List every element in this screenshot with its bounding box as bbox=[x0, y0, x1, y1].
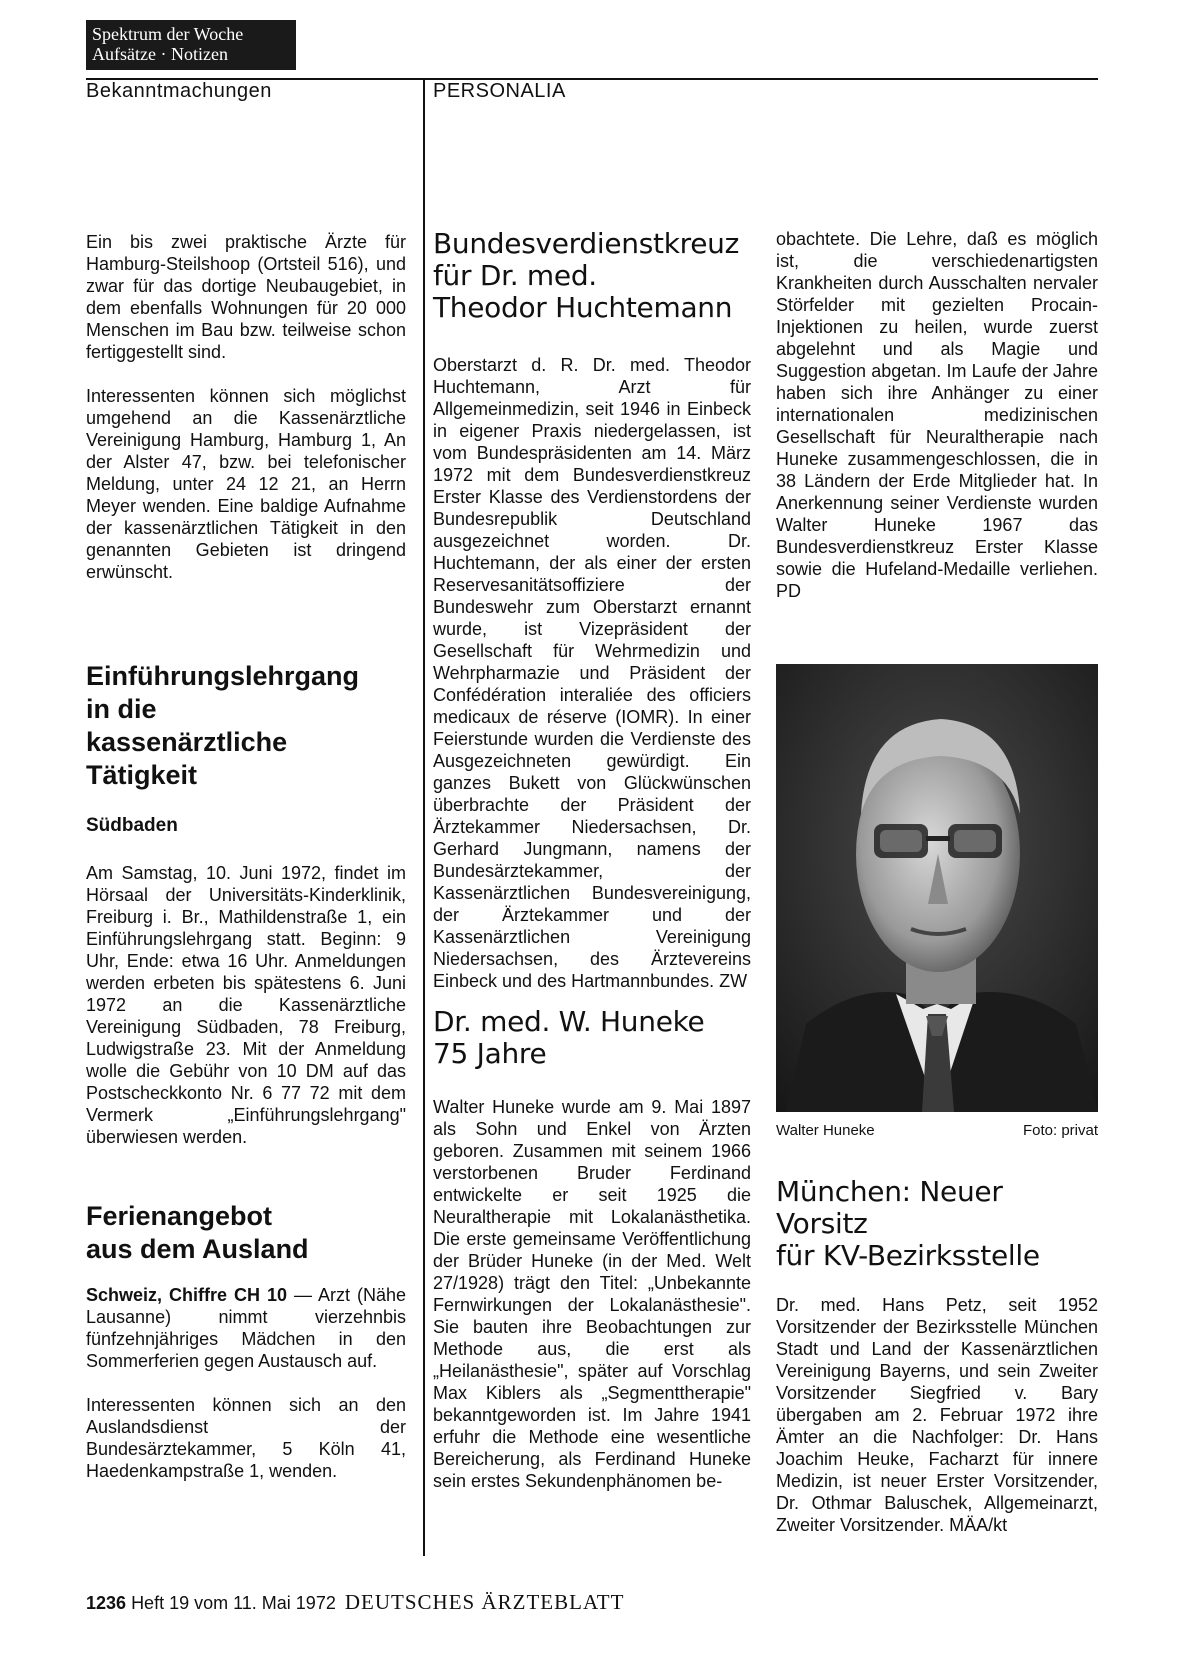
course-title bbox=[86, 660, 406, 792]
course-title-line-3: kassenärztliche bbox=[86, 727, 288, 757]
huneke-title-line-2: 75 Jahre bbox=[433, 1037, 547, 1070]
award-title-line-3: Theodor Huchtemann bbox=[433, 291, 733, 324]
course-title-line-4: Tätigkeit bbox=[86, 760, 198, 790]
journal-name: DEUTSCHES ÄRZTEBLATT bbox=[344, 1590, 625, 1614]
course-title-line-1: Einführungslehrgang bbox=[86, 661, 359, 691]
munich-body: Dr. med. Hans Petz, seit 1952 Vorsitzender der Bezirksstelle München Stadt und Land der Kassenärztlichen Vereinigung Bayerns, und sein Zweiter Vorsitzender Siegfried v. Bary übergaben am 2. Februar 1972 ihre Ämter an die Nachfolger: Dr. Hans Joachim Heuke, Facharzt für innere Medizin, ist neuer Erster Vorsitzender, Dr. Othmar Baluschek, Allgemeinarzt, Zweiter Vorsitzender. MÄA/kt bbox=[776, 1295, 1098, 1535]
course-title-line-2: in die bbox=[86, 694, 157, 724]
huneke-body-continued: obachtete. Die Lehre, daß es möglich ist, die verschiedenartigsten Krankheiten durch Ausschalten nervaler Störfelder mit gezielten Procain-Injektionen zu heilen, wurde zuerst abgelehnt und als Magie und Suggestion abgetan. Im Laufe der Jahre haben sich ihre Anhänger zu einer internationalen medizinischen Gesellschaft für Neuraltherapie nach Huneke zusammengeschlossen, die in 38 Ländern der Erde Mitglieder hat. In Anerkennung seiner Verdienste wurden Walter Huneke 1967 das Bundesverdienstkreuz Erster Klasse sowie die Hufeland-Medaille verliehen. PD bbox=[776, 229, 1098, 601]
award-title-line-2: für Dr. med. bbox=[433, 259, 597, 292]
munich-title-line-2: für KV-Bezirksstelle bbox=[776, 1239, 1040, 1272]
munich-title-line-1: München: Neuer Vorsitz bbox=[776, 1175, 1003, 1240]
huneke-article bbox=[433, 1006, 751, 1492]
section-divider bbox=[423, 80, 425, 1556]
masthead-line-1: Spektrum der Woche bbox=[92, 24, 244, 44]
holiday-title-line-2: aus dem Ausland bbox=[86, 1234, 309, 1264]
portrait-photo bbox=[776, 664, 1098, 1112]
section-label-left: Bekanntmachungen bbox=[86, 80, 272, 102]
holiday-article bbox=[86, 1200, 406, 1482]
award-body: Oberstarzt d. R. Dr. med. Theodor Huchtemann, Arzt für Allgemeinmedizin, seit 1946 in Einbeck in eigener Praxis niedergelassen, ist vom Bundespräsidenten am 14. März 1972 mit dem Bundesverdienstkreuz Erster Klasse des Verdienstordens der Bundesrepublik Deutschland ausgezeichnet worden. Dr. Huchtemann, der als einer der ersten Reservesanitätsoffiziere der Bundeswehr zum Oberstarzt ernannt wurde, ist Vizepräsident der Gesellschaft für Wehrmedizin und Wehrpharmazie und Präsident der Confédération interaliée des officiers medicaux de réserve (IOMR). In einer Feierstunde wurden die Verdienste des Ausgezeichneten gewürdigt. Ein ganzes Bukett von Glückwünschen überbrachte der Präsident der Ärztekammer Niedersachsen, Dr. Gerhard Jungmann, namens der Bundesärztekammer, der Kassenärztlichen Bundesvereinigung, der Ärztekammer und der Kassenärztlichen Vereinigung Niedersachsen, des Ärztevereins Einbeck und des Hartmannbundes. ZW bbox=[433, 355, 751, 991]
huneke-body: Walter Huneke wurde am 9. Mai 1897 als Sohn und Enkel von Ärzten geboren. Zusammen mit seinem 1966 verstorbenen Bruder Ferdinand entwickelte er seit 1925 die Neuraltherapie mit Lokalanästhetika. Die erste gemeinsame Veröffentlichung der Brüder Huneke (in der Med. Welt 27/1928) trägt den Titel: „Unbekannte Fernwirkungen der Lokalanästhesie". Sie bauten ihre Beobachtungen zur Methode aus, die erst als „Heilanästhesie", später auf Vorschlag Max Kiblers als „Segmenttherapie" bekanntgeworden ist. Im Jahre 1941 erfuhr die Methode eine wesentliche Bereicherung, als Ferdinand Huneke sein erstes Sekundenphänomen be- bbox=[433, 1097, 751, 1491]
caption-credit: Foto: privat bbox=[1022, 1122, 1098, 1139]
photo-caption bbox=[776, 1122, 1098, 1139]
munich-title bbox=[776, 1176, 1098, 1272]
holiday-body-text: — Arzt (Nähe Lausanne) nimmt vierzehnbis fünfzehnjähriges Mädchen in den Sommerferien gegen Austausch auf. bbox=[86, 1285, 406, 1371]
holiday-contact: Interessenten können sich an den Auslandsdienst der Bundesärztekammer, 5 Köln 41, Haedenkampstraße 1, wenden. bbox=[86, 1395, 406, 1481]
huneke-continuation bbox=[776, 228, 1098, 602]
course-region: Südbaden bbox=[86, 815, 178, 836]
issue-info: Heft 19 vom 11. Mai 1972 bbox=[131, 1593, 336, 1613]
award-title-line-1: Bundesverdienstkreuz bbox=[433, 227, 739, 260]
award-article bbox=[433, 228, 751, 992]
course-body: Am Samstag, 10. Juni 1972, findet im Hörsaal der Universitäts-Kinderklinik, Freiburg i. Br., Mathildenstraße 1, ein Einführungslehrgang statt. Beginn: 9 Uhr, Ende: etwa 16 Uhr. Anmeldungen werden erbeten bis spätestens 6. Juni 1972 an die Kassenärztliche Vereinigung Südbaden, 78 Freiburg, Ludwigstraße 23. Mit der Anmeldung wolle die Gebühr von 10 DM auf das Postscheckkonto Nr. 6 77 72 mit dem Vermerk „Einführungslehrgang" überwiesen werden. bbox=[86, 863, 406, 1147]
notice-column bbox=[86, 231, 406, 583]
course-article bbox=[86, 660, 406, 1148]
award-title bbox=[433, 228, 751, 324]
page-number: 1236 bbox=[86, 1593, 127, 1613]
huneke-title-line-1: Dr. med. W. Huneke bbox=[433, 1005, 705, 1038]
holiday-lead: Schweiz, Chiffre CH 10 bbox=[86, 1285, 287, 1305]
huneke-title bbox=[433, 1006, 751, 1070]
section-masthead bbox=[86, 20, 296, 70]
section-label-right: PERSONALIA bbox=[433, 80, 566, 102]
caption-name: Walter Huneke bbox=[776, 1122, 875, 1139]
portrait-illustration bbox=[776, 664, 1098, 1112]
page-footer bbox=[86, 1590, 624, 1615]
holiday-body bbox=[86, 1284, 406, 1372]
holiday-title bbox=[86, 1200, 406, 1266]
holiday-title-line-1: Ferienangebot bbox=[86, 1201, 273, 1231]
masthead-line-2: Aufsätze · Notizen bbox=[92, 44, 228, 64]
notice-paragraph-1: Ein bis zwei praktische Ärzte für Hamburg-Steilshoop (Ortsteil 516), und zwar für das dortige Neubaugebiet, in dem ebenfalls Wohnungen für 20 000 Menschen im Bau bzw. teilweise schon fertiggestellt sind. bbox=[86, 232, 406, 362]
notice-paragraph-2: Interessenten können sich möglichst umgehend an die Kassenärztliche Vereinigung Hamburg, Hamburg 1, An der Alster 47, bzw. bei telefonischer Meldung, unter 24 12 21, an Herrn Meyer wenden. Eine baldige Aufnahme der kassenärztlichen Tätigkeit in den genannten Gebieten ist dringend erwünscht. bbox=[86, 386, 406, 582]
munich-article bbox=[776, 1176, 1098, 1536]
